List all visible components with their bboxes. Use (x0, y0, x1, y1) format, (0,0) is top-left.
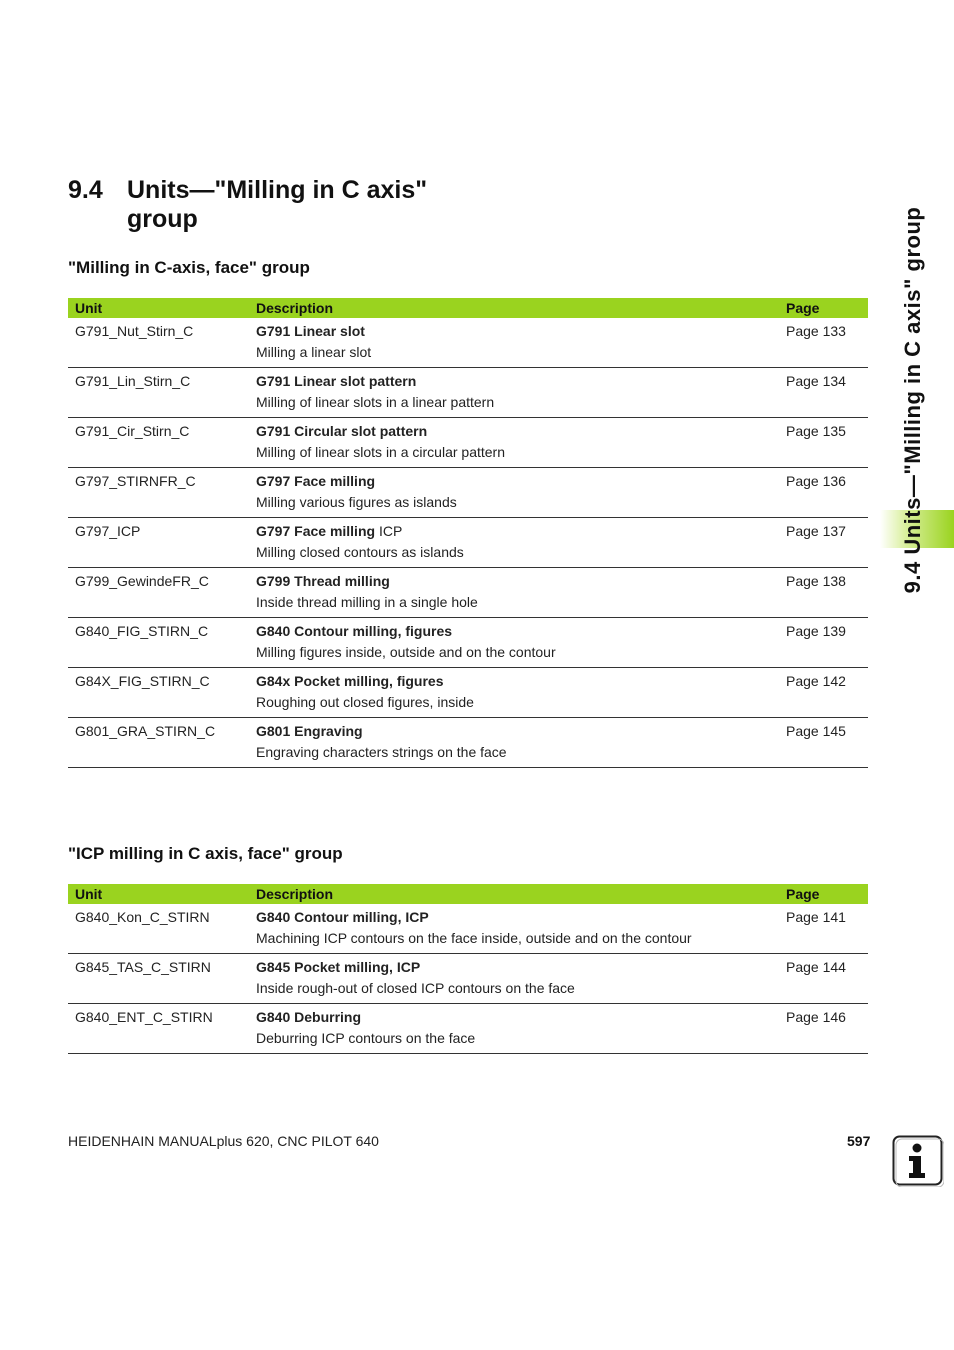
units-table-face (68, 298, 868, 768)
table-row (68, 368, 868, 395)
description-title-suffix: ICP (375, 523, 403, 539)
description-title: G840 Contour milling, ICP (256, 909, 429, 925)
description-title: G840 Deburring (256, 1009, 362, 1025)
description-detail: Engraving characters strings on the face (256, 744, 786, 768)
chapter-title-text: Units—"Milling in C axis" group (127, 176, 428, 233)
description-title: G797 Face milling (256, 473, 376, 489)
description-detail: Inside rough-out of closed ICP contours on the face (256, 980, 786, 1004)
description-detail: Machining ICP contours on the face inside, outside and on the contour (256, 930, 786, 954)
description-detail: Milling various figures as islands (256, 494, 786, 518)
page-reference: Page 139 (786, 618, 868, 668)
unit-cell: G799_GewindeFR_C (68, 568, 256, 618)
footer-text: HEIDENHAIN MANUALplus 620, CNC PILOT 640 (68, 1133, 379, 1149)
unit-cell: G797_ICP (68, 518, 256, 568)
page-reference: Page 144 (786, 954, 868, 1004)
unit-cell: G840_FIG_STIRN_C (68, 618, 256, 668)
page-reference: Page 146 (786, 1004, 868, 1054)
table-row (68, 318, 868, 344)
description-title: G791 Linear slot (256, 323, 365, 339)
unit-cell: G840_ENT_C_STIRN (68, 1004, 256, 1054)
column-header-description: Description (256, 884, 786, 904)
description-title: G801 Engraving (256, 723, 363, 739)
description-title: G845 Pocket milling, ICP (256, 959, 421, 975)
description-detail: Milling closed contours as islands (256, 544, 786, 568)
description-title: G791 Linear slot pattern (256, 373, 417, 389)
column-header-unit: Unit (68, 298, 256, 318)
description-title: G84x Pocket milling, figures (256, 673, 444, 689)
table-row (68, 568, 868, 595)
unit-cell: G801_GRA_STIRN_C (68, 718, 256, 768)
description-title-cell (256, 668, 786, 695)
unit-cell: G791_Cir_Stirn_C (68, 418, 256, 468)
table-row (68, 1004, 868, 1031)
table-row (68, 954, 868, 981)
description-detail: Inside thread milling in a single hole (256, 594, 786, 618)
page-reference: Page 142 (786, 668, 868, 718)
description-detail: Milling a linear slot (256, 344, 786, 368)
table-row (68, 518, 868, 545)
unit-cell: G791_Lin_Stirn_C (68, 368, 256, 418)
description-detail: Milling of linear slots in a circular pattern (256, 444, 786, 468)
info-icon (892, 1135, 944, 1187)
page-number: 597 (847, 1133, 871, 1149)
table-row (68, 718, 868, 745)
description-title-cell (256, 418, 786, 445)
description-title: G797 Face milling (256, 523, 376, 539)
description-title-cell (256, 518, 786, 545)
description-detail: Deburring ICP contours on the face (256, 1030, 786, 1054)
description-title-cell (256, 1004, 786, 1031)
units-table-icp (68, 884, 868, 1054)
column-header-page: Page (786, 298, 868, 318)
description-title-cell (256, 618, 786, 645)
page-reference: Page 135 (786, 418, 868, 468)
description-title: G799 Thread milling (256, 573, 390, 589)
unit-cell: G84X_FIG_STIRN_C (68, 668, 256, 718)
description-title-cell (256, 954, 786, 981)
table-row (68, 468, 868, 495)
description-detail: Milling of linear slots in a linear pattern (256, 394, 786, 418)
table-row (68, 618, 868, 645)
side-chapter-title: 9.4 Units—"Milling in C axis" group (900, 206, 925, 594)
chapter-title (68, 176, 447, 234)
page-reference: Page 137 (786, 518, 868, 568)
description-title: G840 Contour milling, figures (256, 623, 453, 639)
description-title: G791 Circular slot pattern (256, 423, 428, 439)
description-detail: Milling figures inside, outside and on the contour (256, 644, 786, 668)
table-body-icp (68, 904, 868, 1054)
description-title-cell (256, 718, 786, 745)
column-header-page: Page (786, 884, 868, 904)
table-body-face (68, 318, 868, 768)
page-reference: Page 141 (786, 904, 868, 954)
description-detail: Roughing out closed figures, inside (256, 694, 786, 718)
chapter-number: 9.4 (68, 176, 103, 204)
description-title-cell (256, 318, 786, 344)
page-reference: Page 136 (786, 468, 868, 518)
table-row (68, 418, 868, 445)
column-header-unit: Unit (68, 884, 256, 904)
description-title-cell (256, 568, 786, 595)
table-header-row (68, 884, 868, 904)
unit-cell: G845_TAS_C_STIRN (68, 954, 256, 1004)
section-title-face: "Milling in C-axis, face" group (68, 258, 310, 277)
section-title-icp: "ICP milling in C axis, face" group (68, 844, 343, 863)
description-title-cell (256, 904, 786, 930)
description-title-cell (256, 368, 786, 395)
unit-cell: G797_STIRNFR_C (68, 468, 256, 518)
unit-cell: G840_Kon_C_STIRN (68, 904, 256, 954)
page-reference: Page 133 (786, 318, 868, 368)
table-header-row (68, 298, 868, 318)
description-title-cell (256, 468, 786, 495)
unit-cell: G791_Nut_Stirn_C (68, 318, 256, 368)
table-row (68, 904, 868, 930)
column-header-description: Description (256, 298, 786, 318)
table-row (68, 668, 868, 695)
page-reference: Page 138 (786, 568, 868, 618)
page-reference: Page 134 (786, 368, 868, 418)
page-reference: Page 145 (786, 718, 868, 768)
